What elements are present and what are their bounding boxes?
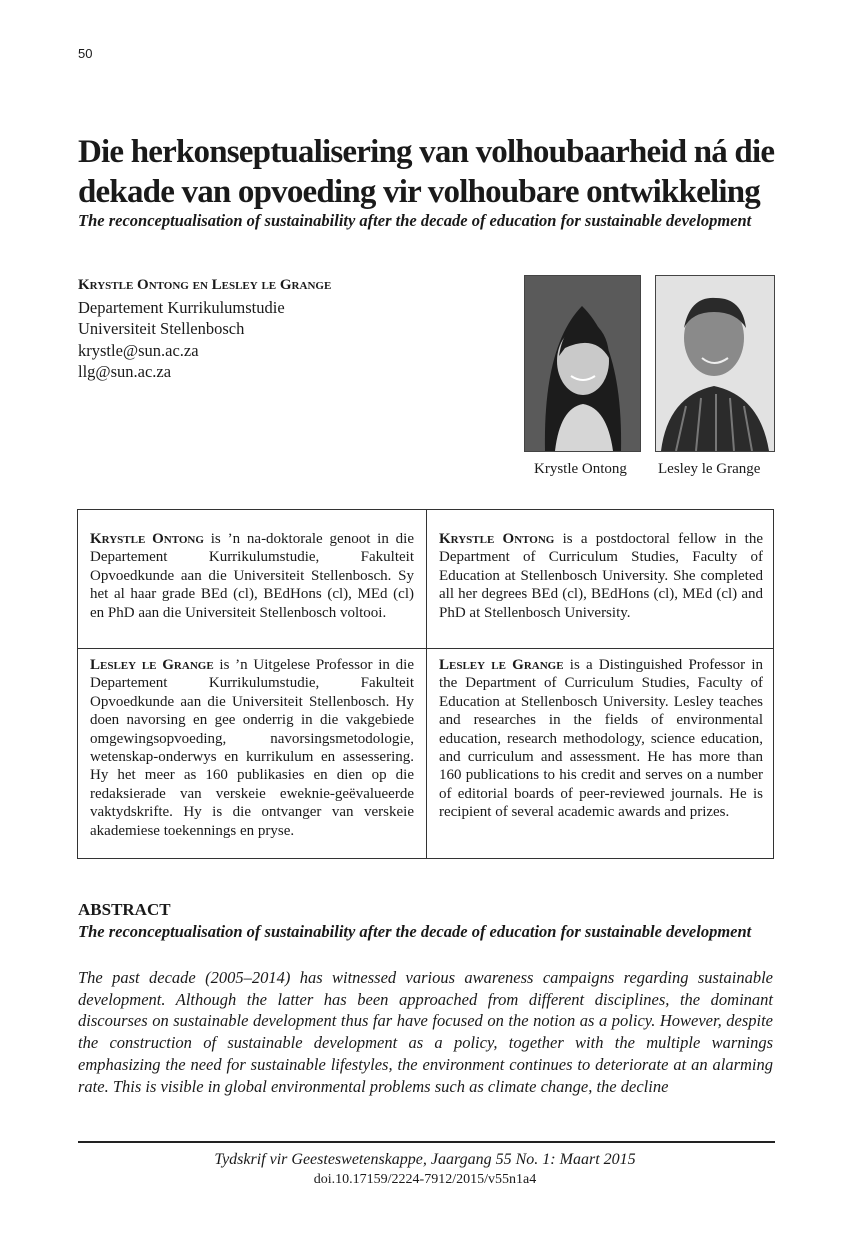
bio-legrange-english: Lesley le Grange is a Distinguished Professor in the Department of Curriculum Studies, Faculty of Education at Stellenbosch University. Lesley teaches and researches in the fields of environmental education, research methodology, science education, and curriculum and assessment. He has more than 160 publications to his credit and serves on a number of editorial boards of peer-reviewed journals. He is recipient of several academic awards and prizes. [439, 657, 763, 821]
photo-caption-legrange: Lesley le Grange [658, 461, 761, 477]
bio-legrange-afrikaans: Lesley le Grange is ’n Uitgelese Professor in die Departement Kurrikulumstudie, Fakulteit Opvoedkunde aan die Universiteit Stellenbosch. Hy doen navorsing en gee onderrig in die vakgebiede omgewingsopvoeding, navorsingsmetodologie, wetenskap-onderwys en kurrikulum en assessering. Hy het meer as 160 publikasies en dien op die redaksierade van verskeie eweknie-geëvalueerde vaktydskrifte. Hy is die ontvanger van verskeie akademiese toekennings en pryse. [90, 657, 414, 839]
article-title: Die herkonseptualisering van volhoubaarheid ná die dekade van opvoeding vir volhoubare ontwikkeling [78, 134, 775, 210]
bio-ontong-english: Krystle Ontong is a postdoctoral fellow in the Department of Curriculum Studies, Faculty of Education at Stellenbosch University. She completed all her degrees BEd (cl), BEdHons (cl), MEd (cl) and PhD at Stellenbosch University. [439, 531, 763, 621]
photo-caption-ontong: Krystle Ontong [534, 461, 627, 477]
page-number: 50 [78, 46, 93, 61]
portrait-woman-image [525, 276, 640, 451]
article-subtitle: The reconceptualisation of sustainability after the decade of education for sustainable development [78, 211, 752, 230]
author-email-1[interactable]: krystle@sun.ac.za [78, 340, 199, 360]
author-names: Krystle Ontong en Lesley le Grange [78, 277, 332, 293]
table-divider-horizontal [78, 648, 773, 649]
author-block [78, 275, 331, 383]
author-photo-legrange [655, 275, 775, 452]
abstract-heading: ABSTRACT [78, 900, 171, 919]
bio-table [77, 509, 774, 859]
journal-citation: Tydskrif vir Geesteswetenskappe, Jaargang 55 No. 1: Maart 2015 [214, 1151, 636, 1168]
author-department: Departement Kurrikulumstudie [78, 297, 285, 317]
author-email-2[interactable]: llg@sun.ac.za [78, 362, 172, 381]
author-photo-ontong [524, 275, 641, 452]
portrait-man-image [656, 276, 774, 451]
author-university: Universiteit Stellenbosch [78, 319, 245, 338]
doi[interactable]: doi.10.17159/2224-7912/2015/v55n1a4 [313, 1172, 537, 1187]
table-divider-vertical [426, 510, 427, 858]
abstract-title: The reconceptualisation of sustainability after the decade of education for sustainable development [78, 922, 752, 941]
abstract-body: The past decade (2005–2014) has witnessed various awareness campaigns regarding sustainable development. Although the latter has been approached from different disciplines, the dominant discourses on sustainable development thus far have focused on the notion as a policy. However, despite the construction of sustainable development as a policy, together with the multiple warnings emphasizing the need for sustainable lifestyles, the environment continues to deteriorate at an alarming rate. This is visible in global environmental problems such as climate change, the decline [78, 968, 773, 1096]
bio-ontong-afrikaans: Krystle Ontong is ’n na-doktorale genoot in die Departement Kurrikulumstudie, Fakulteit Opvoedkunde aan die Universiteit Stellenbosch. Sy het al haar grade BEd (cl), BEdHons (cl), MEd (cl) en PhD aan die Universiteit Stellenbosch voltooi. [90, 531, 414, 621]
footer-rule [78, 1141, 775, 1143]
